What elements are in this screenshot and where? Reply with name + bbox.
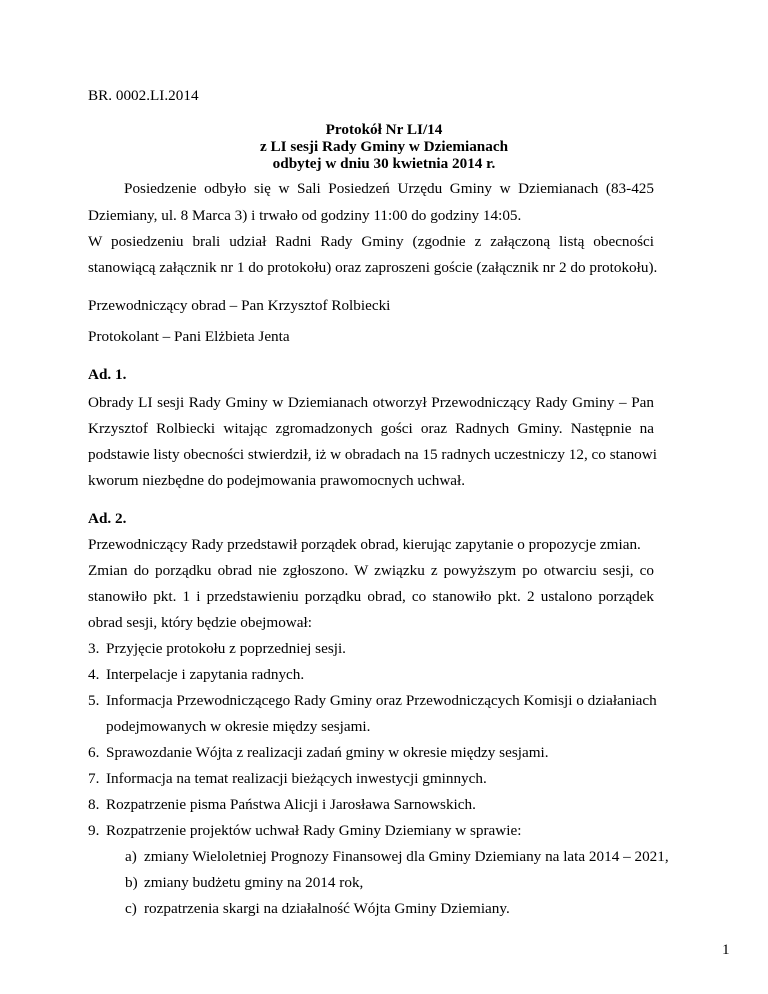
agenda-item-text: Informacja na temat realizacji bieżących inwestycji gminnych. xyxy=(106,770,487,787)
intro-paragraph-line: W posiedzeniu brali udział Radni Rady Gminy (zgodnie z załączoną listą obecności xyxy=(88,233,654,250)
ad1-line: Obrady LI sesji Rady Gminy w Dziemianach otworzył Przewodniczący Rady Gminy – Pan xyxy=(88,394,654,411)
subitem-text: rozpatrzenia skargi na działalność Wójta Gminy Dziemiany. xyxy=(144,900,510,917)
agenda-item-number: 8. xyxy=(88,796,100,813)
agenda-item-number: 7. xyxy=(88,770,100,787)
ad2-line: Zmian do porządku obrad nie zgłoszono. W związku z powyższym po otwarciu sesji, co xyxy=(88,562,654,579)
agenda-item-text-continued: podejmowanych w okresie między sesjami. xyxy=(106,718,371,735)
document-reference: BR. 0002.LI.2014 xyxy=(88,87,199,104)
agenda-item-text: Rozpatrzenie pisma Państwa Alicji i Jarosława Sarnowskich. xyxy=(106,796,476,813)
agenda-item-text: Interpelacje i zapytania radnych. xyxy=(106,666,305,683)
ad1-line: podstawie listy obecności stwierdził, iż w obradach na 15 radnych uczestniczy 12, co stanowi xyxy=(88,446,657,463)
subitem-text: zmiany budżetu gminy na 2014 rok, xyxy=(144,874,364,891)
intro-paragraph-line: Dziemiany, ul. 8 Marca 3) i trwało od godziny 11:00 do godziny 14:05. xyxy=(88,207,522,224)
agenda-item-number: 5. xyxy=(88,692,100,709)
ad1-heading: Ad. 1. xyxy=(88,366,127,383)
agenda-item-number: 3. xyxy=(88,640,100,657)
chair-line: Przewodniczący obrad – Pan Krzysztof Rolbiecki xyxy=(88,297,391,314)
ad1-line: Krzysztof Rolbiecki witając zgromadzonych gości oraz Radnych Gminy. Następnie na xyxy=(88,420,654,437)
subitem-text: zmiany Wieloletniej Prognozy Finansowej dla Gminy Dziemiany na lata 2014 – 2021, xyxy=(144,848,669,865)
agenda-item-text: Przyjęcie protokołu z poprzedniej sesji. xyxy=(106,640,346,657)
ad2-heading: Ad. 2. xyxy=(88,510,127,527)
agenda-item-number: 6. xyxy=(88,744,100,761)
subitem-letter: c) xyxy=(125,900,137,917)
protocol-date: odbytej w dniu 30 kwietnia 2014 r. xyxy=(272,155,496,172)
agenda-item-text: Informacja Przewodniczącego Rady Gminy oraz Przewodniczących Komisji o działaniach xyxy=(106,692,657,709)
subitem-letter: b) xyxy=(125,874,138,891)
protocol-subtitle: z LI sesji Rady Gminy w Dziemianach xyxy=(259,138,509,155)
ad2-line: obrad sesji, który będzie obejmował: xyxy=(88,614,312,631)
protocol-title: Protokół Nr LI/14 xyxy=(325,121,443,138)
agenda-item-text: Rozpatrzenie projektów uchwał Rady Gminy Dziemiany w sprawie: xyxy=(106,822,522,839)
recorder-line: Protokolant – Pani Elżbieta Jenta xyxy=(88,328,290,345)
subitem-letter: a) xyxy=(125,848,137,865)
agenda-item-number: 9. xyxy=(88,822,100,839)
ad2-line: Przewodniczący Rady przedstawił porządek obrad, kierując zapytanie o propozycje zmian. xyxy=(88,536,641,553)
agenda-item-text: Sprawozdanie Wójta z realizacji zadań gminy w okresie między sesjami. xyxy=(106,744,549,761)
intro-paragraph-line: stanowiącą załącznik nr 1 do protokołu) oraz zaproszeni goście (załącznik nr 2 do protokołu). xyxy=(88,259,658,276)
ad2-line: stanowiło pkt. 1 i przedstawieniu porządku obrad, co stanowiło pkt. 2 ustalono porządek xyxy=(88,588,654,605)
page-number: 1 xyxy=(722,941,730,958)
ad1-line: kworum niezbędne do podejmowania prawomocnych uchwał. xyxy=(88,472,466,489)
agenda-item-number: 4. xyxy=(88,666,100,683)
intro-paragraph-line: Posiedzenie odbyło się w Sali Posiedzeń Urzędu Gminy w Dziemianach (83-425 xyxy=(124,180,654,197)
